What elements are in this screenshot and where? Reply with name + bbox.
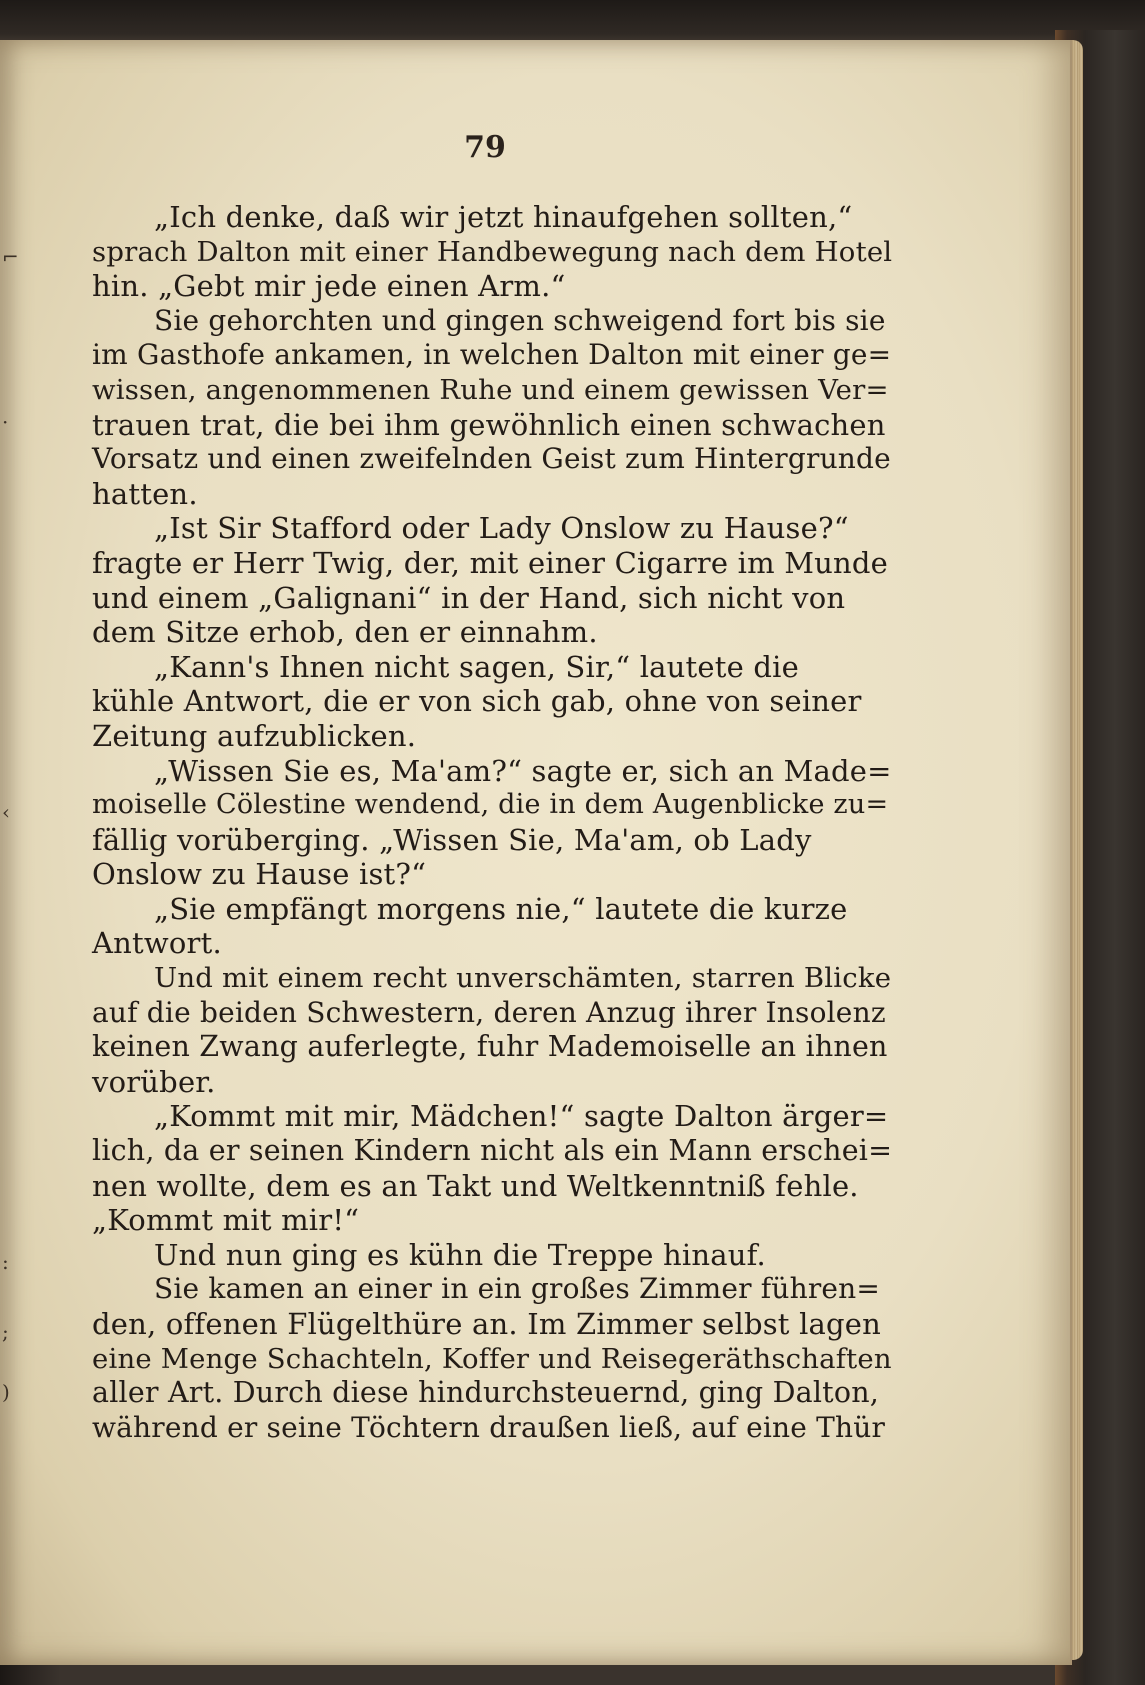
text-line: moiselle Cölestine wendend, die in dem Augenblicke zu= — [92, 789, 889, 821]
text-line: Und nun ging es kühn die Treppe hinauf. — [154, 1237, 766, 1272]
text-line: „Sie empfängt morgens nie,“ lautete die kurze — [154, 891, 848, 926]
text-line: „Ist Sir Stafford oder Lady Onslow zu Hause?“ — [154, 511, 849, 546]
text-line: während er seine Töchtern draußen ließ, auf eine Thür — [92, 1410, 886, 1444]
paper-page — [0, 40, 1072, 1665]
text-line: auf die beiden Schwestern, deren Anzug ihrer Insolenz — [92, 995, 886, 1029]
text-line: Sie kamen an einer in ein großes Zimmer führen= — [154, 1272, 881, 1306]
text-line: eine Menge Schachteln, Koffer und Reisegeräthschaften — [92, 1342, 892, 1375]
body-text — [92, 200, 892, 1445]
text-line: Sie gehorchten und gingen schweigend fort bis sie — [154, 303, 886, 337]
text-line: „Kommt mit mir!“ — [92, 1203, 360, 1238]
text-line: dem Sitze erhob, den er einnahm. — [92, 615, 598, 650]
text-line: hin. „Gebt mir jede einen Arm.“ — [92, 269, 566, 304]
text-line: Zeitung aufzublicken. — [92, 718, 417, 753]
text-line: im Gasthofe ankamen, in welchen Dalton mit einer ge= — [92, 338, 892, 372]
text-line: lich, da er seinen Kindern nicht als ein Mann erschei= — [92, 1134, 893, 1168]
text-line: Antwort. — [92, 926, 222, 961]
text-line: fragte er Herr Twig, der, mit einer Cigarre im Munde — [92, 545, 888, 580]
text-line: vorüber. — [92, 1064, 216, 1099]
text-line: aller Art. Durch diese hindurchsteuernd, ging Dalton, — [92, 1376, 880, 1410]
text-line: und einem „Galignani“ in der Hand, sich nicht von — [92, 580, 846, 615]
text-line: hatten. — [92, 476, 198, 511]
text-line: trauen trat, die bei ihm gewöhnlich einen schwachen — [92, 407, 886, 442]
text-line: „Ich denke, daß wir jetzt hinaufgehen sollten,“ — [154, 200, 853, 234]
text-line: wissen, angenommenen Ruhe und einem gewissen Ver= — [92, 373, 889, 406]
text-line: keinen Zwang auferlegte, fuhr Mademoiselle an ihnen — [92, 1030, 888, 1064]
text-line: „Wissen Sie es, Ma'am?“ sagte er, sich an Made= — [154, 753, 892, 788]
text-line: Vorsatz und einen zweifelnden Geist zum Hintergrunde — [92, 442, 891, 476]
text-line: nen wollte, dem es an Takt und Weltkenntniß fehle. — [92, 1168, 859, 1203]
page-number: 79 — [464, 130, 506, 165]
text-line: fällig vorüberging. „Wissen Sie, Ma'am, ob Lady — [92, 822, 812, 857]
text-line: den, offenen Flügelthüre an. Im Zimmer selbst lagen — [92, 1307, 882, 1341]
left-margin-bleed-marks: ⌐ · ‹ : ; ) — [2, 245, 19, 1404]
text-line: „Kommt mit mir, Mädchen!“ sagte Dalton ärger= — [154, 1099, 889, 1134]
text-line: Onslow zu Hause ist?“ — [92, 857, 427, 892]
text-line: kühle Antwort, die er von sich gab, ohne von seiner — [92, 684, 862, 719]
text-line: Und mit einem recht unverschämten, starren Blicke — [154, 962, 892, 995]
text-line: sprach Dalton mit einer Handbewegung nach dem Hotel — [92, 235, 893, 268]
text-line: „Kann's Ihnen nicht sagen, Sir,“ lautete die — [154, 649, 800, 684]
